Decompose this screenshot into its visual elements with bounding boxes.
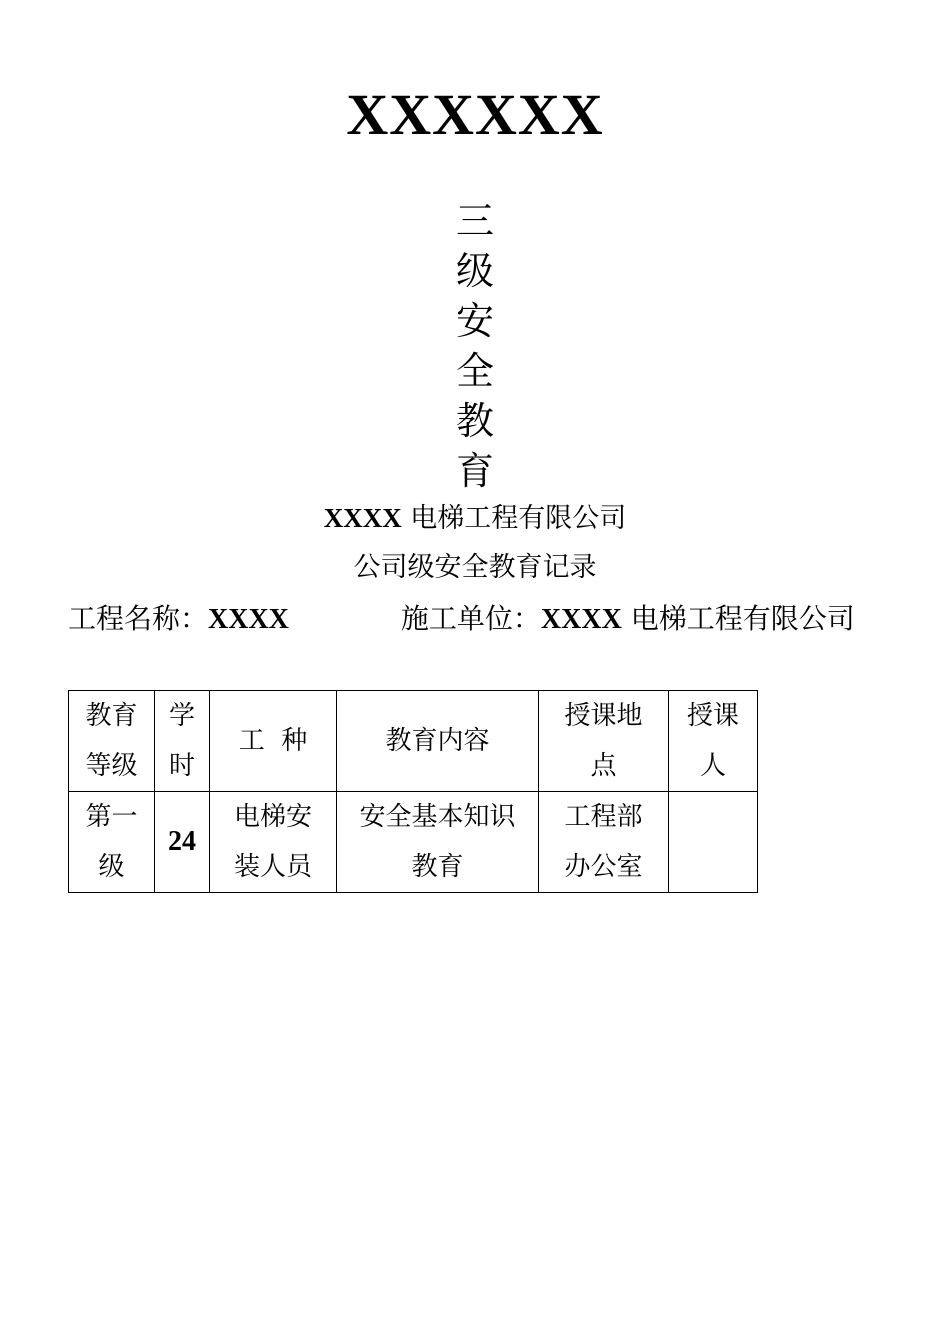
- cell-text: 办公室: [564, 852, 643, 882]
- table-header-row: [69, 691, 758, 792]
- unit-value-prefix: XXXX: [540, 604, 622, 635]
- cell-text: 电梯安: [233, 802, 312, 832]
- cell-content: [337, 792, 539, 893]
- header-text: 等级: [85, 751, 138, 781]
- header-text: 学: [168, 701, 195, 731]
- cell-text: 教育: [411, 852, 464, 882]
- header-text: 授课地: [564, 701, 643, 731]
- header-instructor: [669, 691, 758, 792]
- cell-trade: [210, 792, 337, 893]
- header-text: 教育: [85, 701, 138, 731]
- cell-hours: 24: [155, 792, 210, 893]
- vertical-title-char: 级: [455, 249, 494, 293]
- header-text: 人: [699, 751, 726, 781]
- header-text: 授课: [686, 701, 739, 731]
- cell-text: 级: [98, 852, 125, 882]
- education-record-table: [68, 690, 758, 893]
- main-title: XXXXXX: [346, 82, 604, 147]
- project-info-line: [68, 596, 888, 643]
- vertical-title-char: 教: [455, 399, 494, 443]
- cell-education-level: [69, 792, 155, 893]
- vertical-title-char: 三: [455, 199, 494, 243]
- vertical-title-char: 安: [455, 299, 494, 343]
- unit-label: 施工单位：: [400, 602, 541, 635]
- record-title: 公司级安全教育记录: [353, 552, 597, 583]
- cell-instructor: [669, 792, 758, 893]
- header-text: 工 种: [238, 726, 308, 756]
- project-value: XXXX: [208, 604, 289, 635]
- header-content: [337, 691, 539, 792]
- table-row: [69, 792, 758, 893]
- company-name: [0, 496, 950, 541]
- header-text: 点: [590, 751, 617, 781]
- company-name-suffix: 电梯工程有限公司: [410, 503, 627, 534]
- unit-value-suffix: 电梯工程有限公司: [621, 602, 855, 635]
- vertical-title: [445, 196, 505, 496]
- cell-location: [539, 792, 669, 893]
- cell-text: 装人员: [233, 852, 312, 882]
- header-text: 时: [168, 751, 195, 781]
- cell-text: 安全基本知识: [359, 802, 516, 832]
- header-location: [539, 691, 669, 792]
- header-education-level: [69, 691, 155, 792]
- header-trade: [210, 691, 337, 792]
- cell-text: 工程部: [564, 802, 643, 832]
- header-hours: [155, 691, 210, 792]
- vertical-title-char: 育: [455, 449, 494, 493]
- header-text: 教育内容: [385, 726, 490, 756]
- project-label: 工程名称：: [68, 602, 209, 635]
- cell-text: 第一: [85, 802, 138, 832]
- vertical-title-char: 全: [455, 349, 494, 393]
- company-name-prefix: XXXX: [323, 503, 402, 533]
